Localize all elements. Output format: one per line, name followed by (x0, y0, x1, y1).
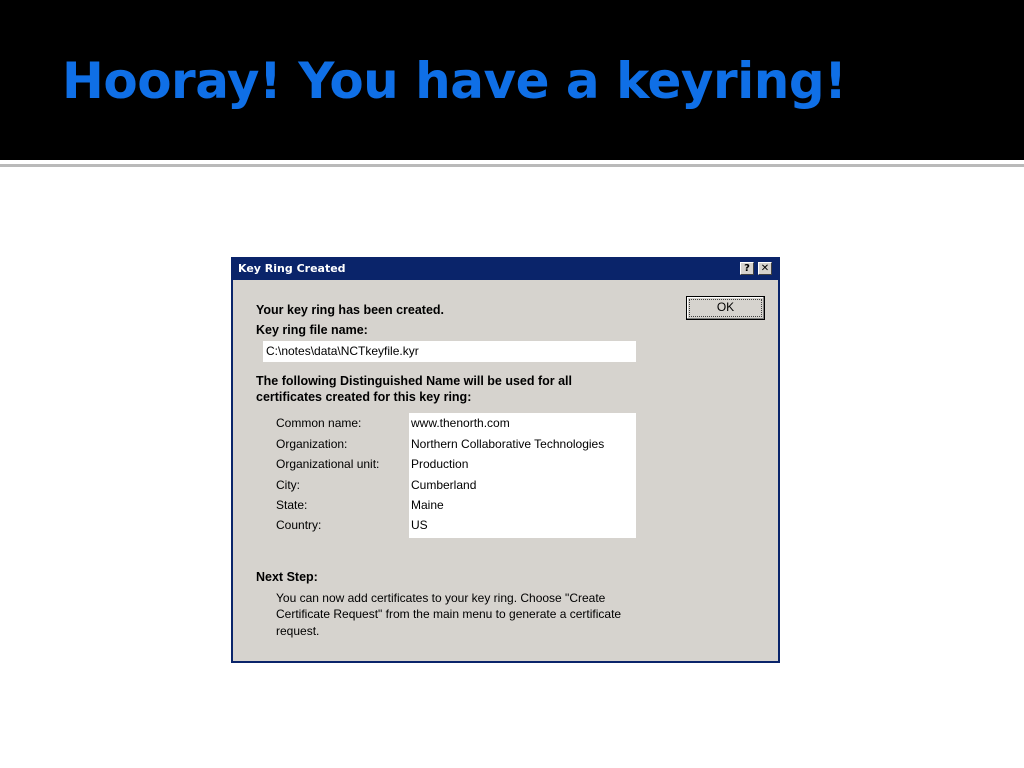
dn-value-state: Maine (411, 498, 444, 512)
dialog-title: Key Ring Created (238, 262, 346, 275)
slide-header (0, 0, 1024, 160)
dn-label-country: Country: (276, 518, 322, 532)
file-name-field[interactable]: C:\notes\data\NCTkeyfile.kyr (263, 341, 636, 362)
dn-value-organization: Northern Collaborative Technologies (411, 437, 605, 451)
next-step-line-2: Certificate Request" from the main menu to generate a certificate (276, 607, 622, 621)
key-ring-created-dialog (231, 257, 780, 663)
ok-button[interactable]: OK (686, 296, 765, 320)
dn-label-organization: Organization: (276, 437, 348, 451)
dn-value-city: Cumberland (411, 478, 477, 492)
dn-value-country: US (411, 518, 428, 532)
created-message: Your key ring has been created. (256, 303, 445, 317)
dn-label-state: State: (276, 498, 308, 512)
next-step-heading: Next Step: (256, 570, 318, 584)
dn-heading-line-2: certificates created for this key ring: (256, 390, 472, 404)
dn-value-organizational-unit: Production (411, 457, 469, 471)
divider-rule-shadow (0, 164, 1024, 167)
dn-label-organizational-unit: Organizational unit: (276, 457, 380, 471)
dn-label-common-name: Common name: (276, 416, 362, 430)
dialog-titlebar[interactable] (233, 259, 778, 280)
dn-label-city: City: (276, 478, 300, 492)
close-icon[interactable]: ✕ (758, 262, 772, 275)
dn-value-common-name: www.thenorth.com (411, 416, 510, 430)
dn-heading-line-1: The following Distinguished Name will be used for all (256, 374, 573, 388)
help-icon[interactable]: ? (740, 262, 754, 275)
dn-values-box (409, 413, 636, 538)
file-name-label: Key ring file name: (256, 323, 368, 337)
divider-rule (0, 160, 1024, 163)
slide-title: Hooray! You have a keyring! (62, 52, 847, 110)
next-step-line-3: request. (276, 624, 320, 638)
next-step-line-1: You can now add certificates to your key ring. Choose "Create (276, 591, 606, 605)
